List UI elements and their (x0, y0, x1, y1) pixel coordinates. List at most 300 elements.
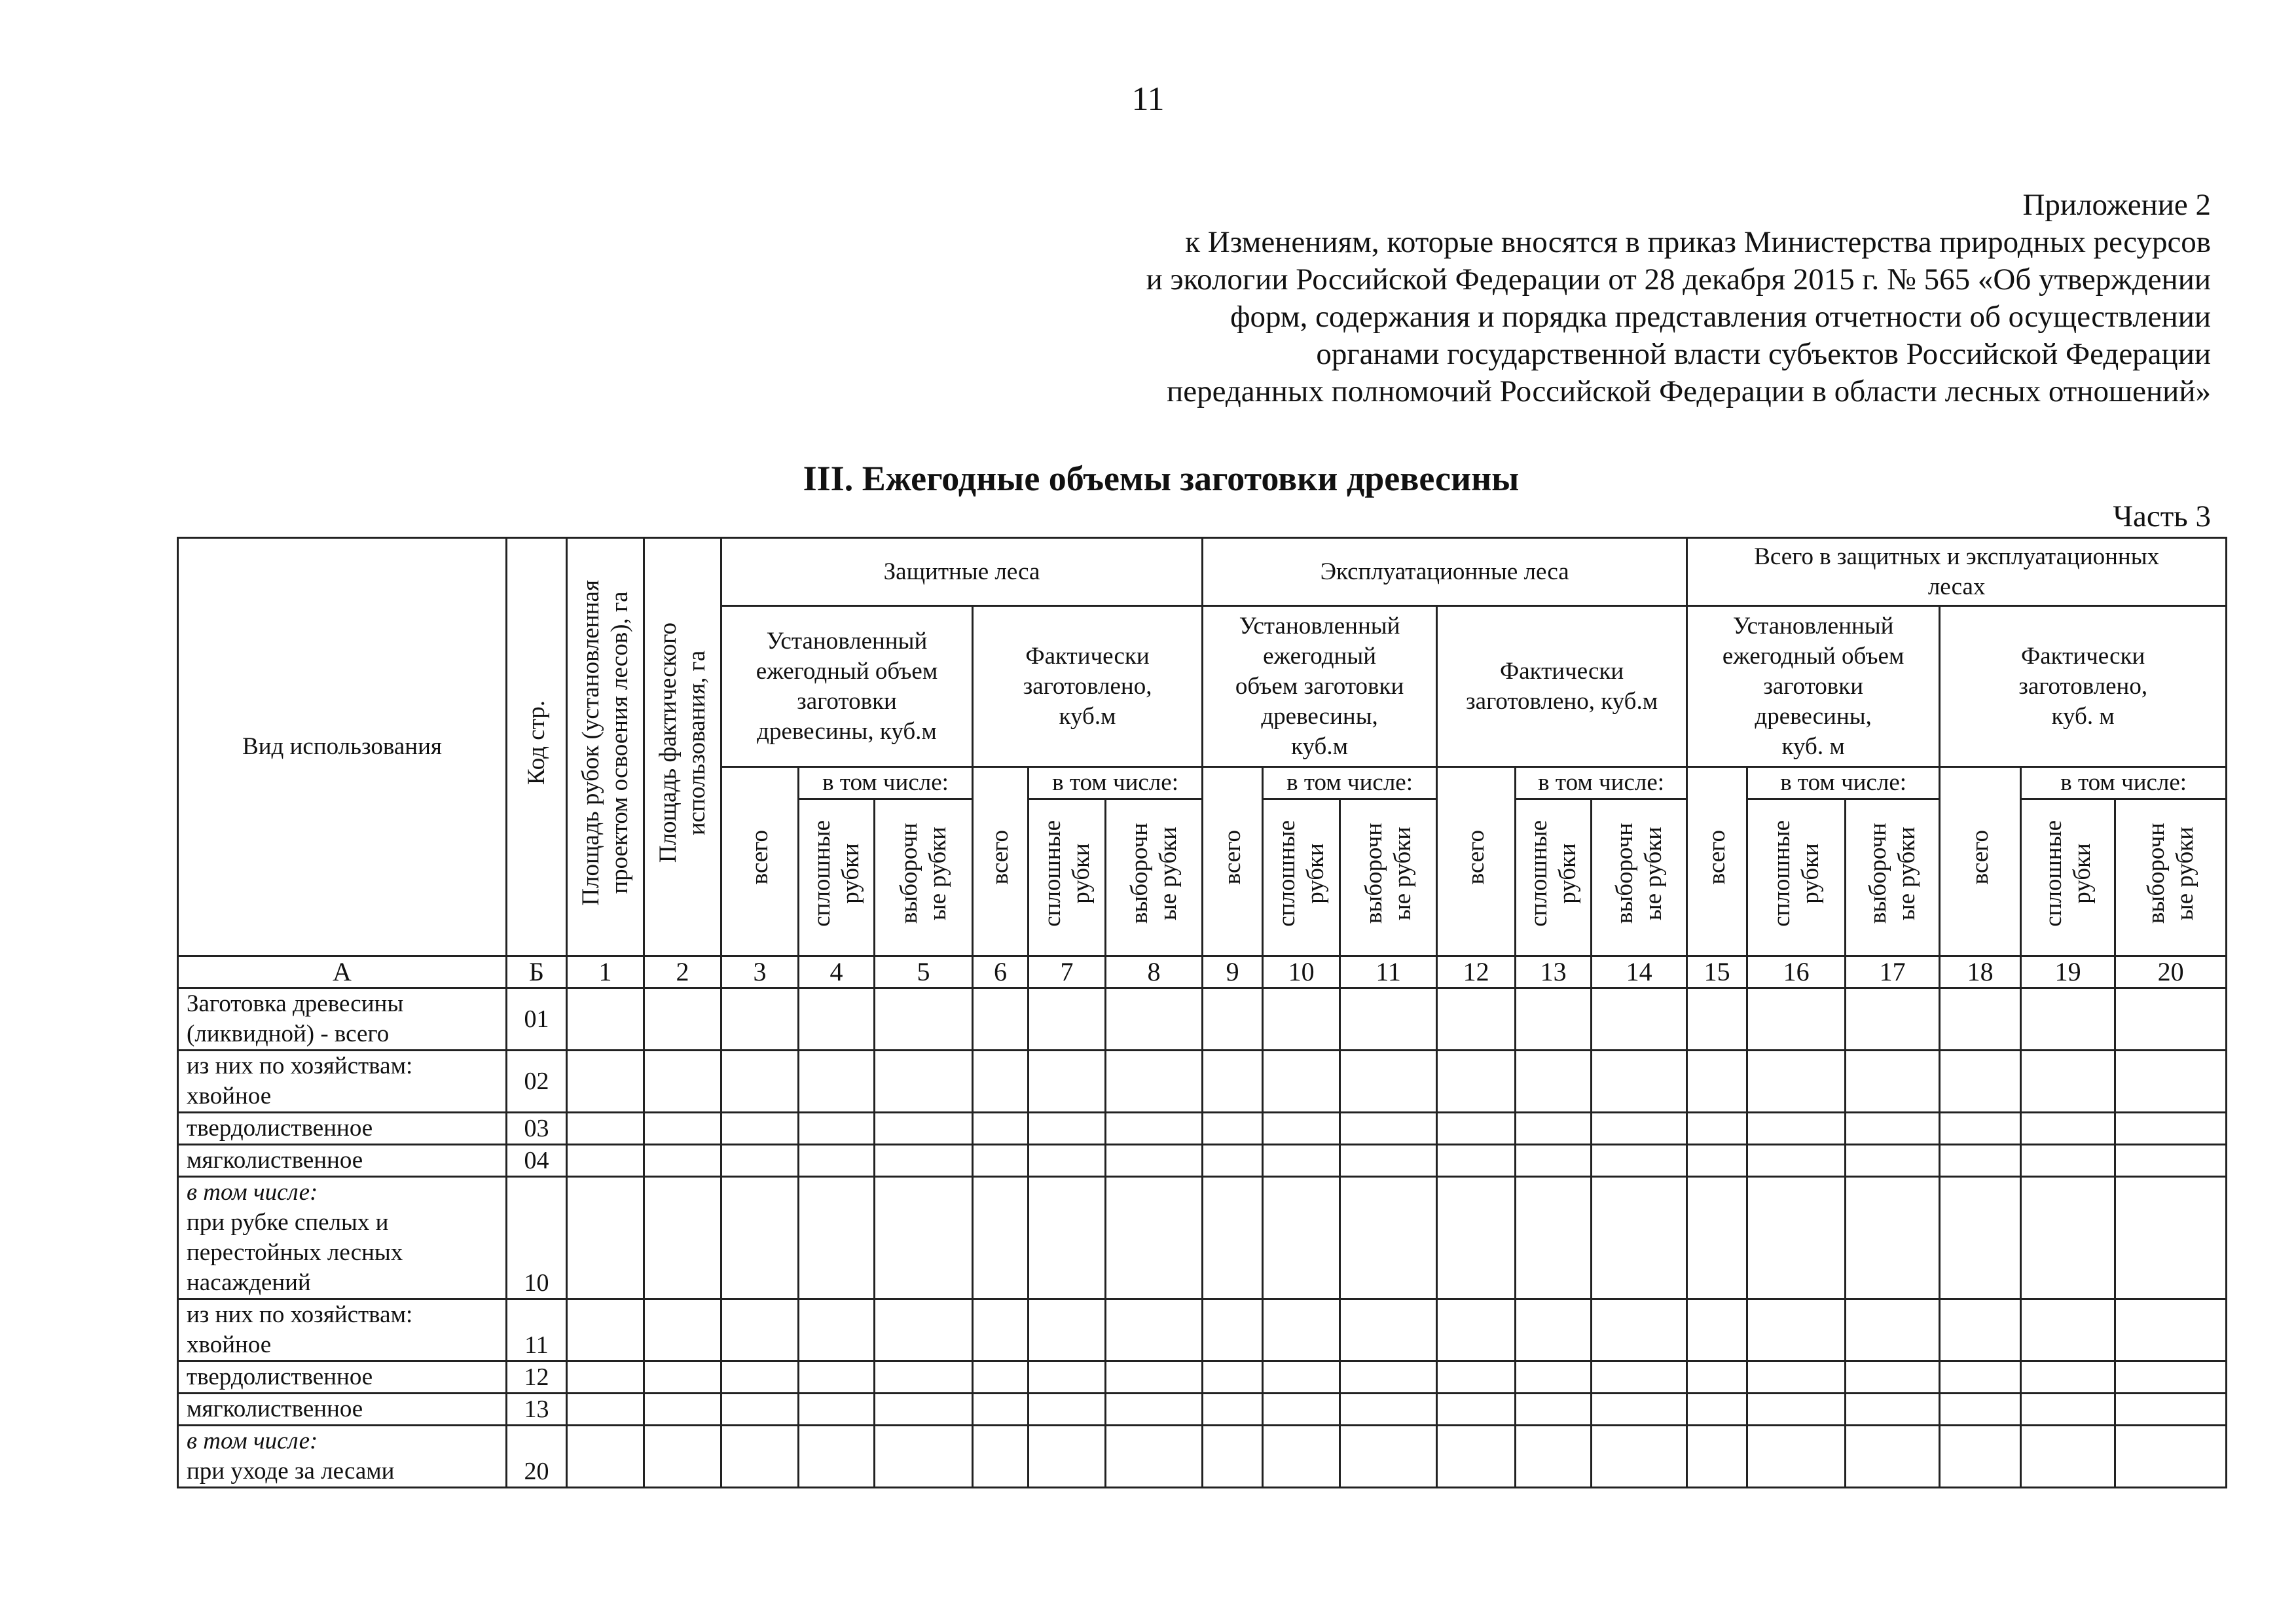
data-cell[interactable] (1687, 1426, 1747, 1488)
data-cell[interactable] (567, 1361, 644, 1394)
data-cell[interactable] (2021, 1426, 2115, 1488)
vertical-header-line: рубки (1796, 843, 1824, 904)
data-cell[interactable] (1263, 1361, 1340, 1394)
data-cell[interactable] (1106, 1051, 1203, 1113)
data-cell[interactable] (973, 1051, 1029, 1113)
row-label-line: твердолиственное (187, 1115, 373, 1142)
column-index-cell: 11 (1340, 956, 1437, 988)
header-line: заготовлено, куб.м (1466, 687, 1658, 715)
vertical-header-line: ые рубки (1389, 826, 1416, 921)
data-cell[interactable] (1437, 1394, 1516, 1426)
data-cell[interactable] (1106, 1426, 1203, 1488)
data-cell[interactable] (721, 1394, 799, 1426)
data-cell[interactable] (2115, 1299, 2227, 1361)
row-label (178, 988, 507, 1051)
row-label-line: (ликвидной) - всего (187, 1020, 390, 1047)
subgroup-protective-plan (721, 606, 973, 767)
data-cell[interactable] (799, 1299, 875, 1361)
data-cell[interactable] (2021, 1051, 2115, 1113)
data-cell[interactable] (567, 1145, 644, 1177)
data-cell[interactable] (1106, 1394, 1203, 1426)
data-cell[interactable] (567, 1394, 644, 1426)
data-cell[interactable] (2115, 1113, 2227, 1145)
data-cell[interactable] (1106, 1361, 1203, 1394)
data-cell[interactable] (1846, 1051, 1940, 1113)
data-cell[interactable] (1846, 1113, 1940, 1145)
data-cell[interactable] (1846, 1145, 1940, 1177)
data-cell[interactable] (1340, 1394, 1437, 1426)
vertical-header-line: рубки (837, 843, 864, 904)
header-line: ежегодный объем (756, 657, 938, 685)
header-sploshnye (1516, 799, 1592, 956)
data-cell[interactable] (875, 988, 973, 1051)
data-cell[interactable] (721, 1299, 799, 1361)
column-index-cell: 8 (1106, 956, 1203, 988)
data-cell[interactable] (1592, 1361, 1687, 1394)
data-cell[interactable] (799, 1145, 875, 1177)
vertical-header-line: сплошные (1768, 820, 1795, 927)
column-index-cell: 10 (1263, 956, 1340, 988)
group-exploitation: Эксплуатационные леса (1203, 538, 1687, 606)
data-cell[interactable] (875, 1426, 973, 1488)
row-label-line: мягколиственное (187, 1147, 363, 1174)
data-cell[interactable] (1747, 1426, 1846, 1488)
header-line: древесины, (1755, 702, 1872, 730)
data-cell[interactable] (567, 1426, 644, 1488)
data-cell[interactable] (1437, 1299, 1516, 1361)
data-cell[interactable] (567, 1113, 644, 1145)
data-cell[interactable] (721, 1051, 799, 1113)
data-cell[interactable] (1106, 1145, 1203, 1177)
data-cell[interactable] (973, 1426, 1029, 1488)
header-line: Установленный (1732, 612, 1894, 640)
appendix-header (1146, 187, 2211, 410)
data-cell[interactable] (567, 1299, 644, 1361)
data-cell[interactable] (1437, 1177, 1516, 1299)
data-cell[interactable] (721, 1145, 799, 1177)
header-in-that-number: в том числе: (799, 767, 973, 799)
data-cell[interactable] (1516, 1394, 1592, 1426)
data-cell[interactable] (1747, 1177, 1846, 1299)
column-index-cell: 19 (2021, 956, 2115, 988)
data-cell[interactable] (2021, 1145, 2115, 1177)
header-area-fact (644, 538, 721, 956)
data-cell[interactable] (1747, 988, 1846, 1051)
data-cell[interactable] (1687, 1394, 1747, 1426)
data-cell[interactable] (1687, 1299, 1747, 1361)
table-row (178, 1145, 2227, 1177)
data-cell[interactable] (973, 988, 1029, 1051)
data-cell[interactable] (1437, 1051, 1516, 1113)
data-cell[interactable] (1516, 1361, 1592, 1394)
header-line: органами государственной власти субъектов Российской Федерации (1316, 337, 2211, 371)
data-cell[interactable] (1846, 1394, 1940, 1426)
data-cell[interactable] (721, 1177, 799, 1299)
data-cell[interactable] (1592, 1145, 1687, 1177)
data-cell[interactable] (1203, 1177, 1263, 1299)
data-cell[interactable] (1263, 1145, 1340, 1177)
data-cell[interactable] (1940, 1177, 2021, 1299)
data-cell[interactable] (1516, 1426, 1592, 1488)
data-cell[interactable] (644, 988, 721, 1051)
data-cell[interactable] (1203, 1361, 1263, 1394)
data-cell[interactable] (1203, 1113, 1263, 1145)
header-sploshnye (799, 799, 875, 956)
data-cell[interactable] (1687, 1145, 1747, 1177)
header-vyborochnye (1846, 799, 1940, 956)
header-line: куб.м (1059, 702, 1116, 730)
data-cell[interactable] (1516, 1145, 1592, 1177)
row-code: 02 (507, 1051, 567, 1113)
row-label-line: перестойных лесных (187, 1239, 403, 1266)
data-cell[interactable] (799, 1394, 875, 1426)
vertical-header-line: рубки (2068, 843, 2096, 904)
row-label (178, 1426, 507, 1488)
data-cell[interactable] (875, 1177, 973, 1299)
data-cell[interactable] (1203, 1299, 1263, 1361)
data-cell[interactable] (973, 1113, 1029, 1145)
part-label: Часть 3 (2113, 499, 2211, 533)
data-cell[interactable] (1592, 1051, 1687, 1113)
row-label-line: из них по хозяйствам: (187, 1301, 413, 1328)
data-cell[interactable] (1592, 1113, 1687, 1145)
data-cell[interactable] (1940, 1426, 2021, 1488)
data-cell[interactable] (1516, 1299, 1592, 1361)
data-cell[interactable] (644, 1177, 721, 1299)
header-line: к Изменениям, которые вносятся в приказ Министерства природных ресурсов (1185, 225, 2211, 259)
data-cell[interactable] (1106, 1299, 1203, 1361)
data-cell[interactable] (1437, 1113, 1516, 1145)
data-cell[interactable] (1846, 1177, 1940, 1299)
data-cell[interactable] (1940, 1394, 2021, 1426)
data-cell[interactable] (644, 1394, 721, 1426)
table-row (178, 1394, 2227, 1426)
data-cell[interactable] (973, 1394, 1029, 1426)
data-cell[interactable] (1516, 988, 1592, 1051)
data-cell[interactable] (2021, 1299, 2115, 1361)
column-index-cell: 17 (1846, 956, 1940, 988)
data-cell[interactable] (1592, 1394, 1687, 1426)
header-vyborochnye (2115, 799, 2227, 956)
data-cell[interactable] (1687, 1177, 1747, 1299)
data-cell[interactable] (1747, 1051, 1846, 1113)
column-index-cell: 15 (1687, 956, 1747, 988)
data-cell[interactable] (721, 1361, 799, 1394)
column-index-cell: 5 (875, 956, 973, 988)
data-cell[interactable] (644, 1051, 721, 1113)
data-cell[interactable] (973, 1361, 1029, 1394)
column-index-cell: 13 (1516, 956, 1592, 988)
row-label-italic: в том числе: (187, 1179, 318, 1206)
column-index-cell: 20 (2115, 956, 2227, 988)
header-area-plan (567, 538, 644, 956)
row-label (178, 1177, 507, 1299)
data-cell[interactable] (1340, 1177, 1437, 1299)
row-code: 10 (507, 1177, 567, 1299)
header-sploshnye (1029, 799, 1106, 956)
data-cell[interactable] (1747, 1145, 1846, 1177)
vertical-header-line: использования, га (683, 650, 710, 836)
data-cell[interactable] (1940, 1113, 2021, 1145)
row-label (178, 1299, 507, 1361)
data-cell[interactable] (644, 1361, 721, 1394)
data-cell[interactable] (799, 1051, 875, 1113)
data-cell[interactable] (2115, 1361, 2227, 1394)
data-cell[interactable] (1263, 1051, 1340, 1113)
vertical-header-line: сплошные (1525, 820, 1552, 927)
data-cell[interactable] (644, 1426, 721, 1488)
column-index-row (178, 956, 2227, 988)
data-cell[interactable] (799, 1426, 875, 1488)
data-cell[interactable] (1437, 988, 1516, 1051)
vertical-header-line: Площадь фактического (654, 622, 682, 863)
data-cell[interactable] (1940, 1051, 2021, 1113)
header-line: заготовлено, (2018, 672, 2148, 700)
header-vid: Вид использования (178, 538, 507, 956)
data-cell[interactable] (1687, 988, 1747, 1051)
data-cell[interactable] (567, 1051, 644, 1113)
data-cell[interactable] (1340, 1145, 1437, 1177)
data-cell[interactable] (1747, 1361, 1846, 1394)
header-line: объем заготовки (1235, 672, 1404, 700)
data-cell[interactable] (1592, 1299, 1687, 1361)
row-label-line: хвойное (187, 1331, 272, 1358)
data-cell[interactable] (2021, 1113, 2115, 1145)
header-line: Установленный (766, 627, 928, 655)
data-cell[interactable] (1437, 1361, 1516, 1394)
row-label-italic: в том числе: (187, 1428, 318, 1454)
data-cell[interactable] (1029, 988, 1106, 1051)
header-vsego: всего (1940, 767, 2021, 956)
header-sploshnye (1263, 799, 1340, 956)
header-line: заготовки (797, 687, 897, 715)
data-cell[interactable] (1106, 1177, 1203, 1299)
vertical-header-line: сплошные (1038, 820, 1066, 927)
header-line: переданных полномочий Российской Федерации в области лесных отношений» (1167, 374, 2211, 408)
data-cell[interactable] (567, 1177, 644, 1299)
header-line: форм, содержания и порядка представления отчетности об осуществлении (1230, 300, 2211, 334)
data-cell[interactable] (973, 1177, 1029, 1299)
data-cell[interactable] (644, 1299, 721, 1361)
data-cell[interactable] (2115, 1177, 2227, 1299)
row-label-line: мягколиственное (187, 1396, 363, 1422)
data-cell[interactable] (1846, 1361, 1940, 1394)
data-cell[interactable] (721, 988, 799, 1051)
data-cell[interactable] (1592, 1426, 1687, 1488)
row-code: 12 (507, 1361, 567, 1394)
data-cell[interactable] (1029, 1394, 1106, 1426)
subgroup-total-fact (1940, 606, 2227, 767)
data-cell[interactable] (875, 1361, 973, 1394)
header-vsego: всего (1437, 767, 1516, 956)
data-cell[interactable] (644, 1113, 721, 1145)
header-code: Код стр. (507, 538, 567, 956)
data-cell[interactable] (875, 1394, 973, 1426)
data-cell[interactable] (1940, 988, 2021, 1051)
vertical-header-line: ые рубки (1154, 826, 1182, 921)
data-cell[interactable] (1340, 1426, 1437, 1488)
data-cell[interactable] (1203, 1426, 1263, 1488)
data-cell[interactable] (1029, 1299, 1106, 1361)
data-cell[interactable] (1263, 988, 1340, 1051)
data-cell[interactable] (1029, 1145, 1106, 1177)
data-cell[interactable] (1263, 1299, 1340, 1361)
data-cell[interactable] (1029, 1361, 1106, 1394)
column-index-cell: 18 (1940, 956, 2021, 988)
data-cell[interactable] (1846, 1426, 1940, 1488)
data-cell[interactable] (799, 1361, 875, 1394)
column-index-cell: 12 (1437, 956, 1516, 988)
data-cell[interactable] (2115, 1145, 2227, 1177)
data-cell[interactable] (721, 1113, 799, 1145)
data-cell[interactable] (1203, 988, 1263, 1051)
data-cell[interactable] (1340, 988, 1437, 1051)
column-index-cell: 3 (721, 956, 799, 988)
row-code: 13 (507, 1394, 567, 1426)
data-cell[interactable] (1516, 1051, 1592, 1113)
header-line: Установленный (1239, 612, 1400, 640)
data-cell[interactable] (1263, 1426, 1340, 1488)
data-cell[interactable] (1106, 1113, 1203, 1145)
data-cell[interactable] (1340, 1299, 1437, 1361)
data-cell[interactable] (799, 988, 875, 1051)
data-cell[interactable] (1846, 1299, 1940, 1361)
data-cell[interactable] (2115, 1051, 2227, 1113)
data-cell[interactable] (2115, 1394, 2227, 1426)
data-cell[interactable] (1203, 1394, 1263, 1426)
header-line: ежегодный (1263, 642, 1377, 670)
column-index-cell: А (178, 956, 507, 988)
data-cell[interactable] (2115, 1426, 2227, 1488)
vertical-header-line: ые рубки (924, 826, 951, 921)
data-cell[interactable] (1940, 1145, 2021, 1177)
data-cell[interactable] (1592, 1177, 1687, 1299)
row-code: 11 (507, 1299, 567, 1361)
data-cell[interactable] (567, 988, 644, 1051)
header-vsego: всего (973, 767, 1029, 956)
header-line: куб. м (1781, 732, 1845, 760)
data-cell[interactable] (2021, 988, 2115, 1051)
header-vsego: всего (721, 767, 799, 956)
vertical-header-line: сплошные (1273, 820, 1300, 927)
column-index-cell: 9 (1203, 956, 1263, 988)
subgroup-exploitation-plan (1203, 606, 1437, 767)
data-cell[interactable] (1687, 1113, 1747, 1145)
header-line: лесах (1927, 573, 1986, 600)
header-in-that-number: в том числе: (2021, 767, 2227, 799)
row-label-line: хвойное (187, 1083, 272, 1109)
vertical-header-line: сплошные (2039, 820, 2067, 927)
data-cell[interactable] (1340, 1113, 1437, 1145)
data-cell[interactable] (1747, 1299, 1846, 1361)
row-label-line: из них по хозяйствам: (187, 1053, 413, 1079)
header-line: Фактически (1499, 657, 1624, 685)
data-cell[interactable] (973, 1145, 1029, 1177)
data-cell[interactable] (1029, 1113, 1106, 1145)
data-cell[interactable] (1747, 1113, 1846, 1145)
row-label (178, 1051, 507, 1113)
data-cell[interactable] (1592, 988, 1687, 1051)
data-cell[interactable] (1263, 1177, 1340, 1299)
data-cell[interactable] (973, 1299, 1029, 1361)
data-cell[interactable] (1846, 988, 1940, 1051)
header-in-that-number: в том числе: (1747, 767, 1940, 799)
data-cell[interactable] (1106, 988, 1203, 1051)
data-cell[interactable] (875, 1113, 973, 1145)
column-index-cell: 16 (1747, 956, 1846, 988)
data-cell[interactable] (1516, 1177, 1592, 1299)
data-cell[interactable] (1029, 1177, 1106, 1299)
data-cell[interactable] (875, 1145, 973, 1177)
data-cell[interactable] (1203, 1051, 1263, 1113)
page-number: 11 (1131, 81, 1165, 118)
header-in-that-number: в том числе: (1263, 767, 1437, 799)
header-line: древесины, (1261, 702, 1378, 730)
column-index-cell: 6 (973, 956, 1029, 988)
data-cell[interactable] (1437, 1145, 1516, 1177)
data-cell[interactable] (1437, 1426, 1516, 1488)
data-cell[interactable] (1203, 1145, 1263, 1177)
row-label-line: Заготовка древесины (187, 990, 404, 1017)
data-cell[interactable] (1687, 1361, 1747, 1394)
data-cell[interactable] (1940, 1361, 2021, 1394)
vertical-header-line: сплошные (808, 820, 835, 927)
data-cell[interactable] (1940, 1299, 2021, 1361)
data-cell[interactable] (2021, 1177, 2115, 1299)
vertical-header-line: выборочн (1611, 823, 1638, 924)
section-title: III. Ежегодные объемы заготовки древесины (803, 459, 1520, 498)
data-cell[interactable] (2021, 1394, 2115, 1426)
data-cell[interactable] (1340, 1051, 1437, 1113)
data-cell[interactable] (644, 1145, 721, 1177)
data-cell[interactable] (875, 1051, 973, 1113)
subgroup-exploitation-fact (1437, 606, 1687, 767)
data-cell[interactable] (1687, 1051, 1747, 1113)
data-cell[interactable] (2021, 1361, 2115, 1394)
vertical-header-line: выборочн (895, 823, 922, 924)
row-label-line: насаждений (187, 1269, 311, 1296)
row-label (178, 1145, 507, 1177)
data-cell[interactable] (799, 1177, 875, 1299)
vertical-header-line: ые рубки (2171, 826, 2198, 921)
subgroup-protective-fact (973, 606, 1203, 767)
data-cell[interactable] (1263, 1113, 1340, 1145)
column-index-cell: 1 (567, 956, 644, 988)
header-sploshnye (2021, 799, 2115, 956)
data-cell[interactable] (721, 1426, 799, 1488)
column-index-cell: 4 (799, 956, 875, 988)
subgroup-total-plan (1687, 606, 1940, 767)
row-label-line: твердолиственное (187, 1363, 373, 1390)
header-line: Всего в защитных и эксплуатационных (1754, 543, 2160, 570)
column-index-cell: 2 (644, 956, 721, 988)
data-cell[interactable] (875, 1299, 973, 1361)
table-row (178, 1113, 2227, 1145)
data-cell[interactable] (2115, 988, 2227, 1051)
data-cell[interactable] (1516, 1113, 1592, 1145)
row-code: 01 (507, 988, 567, 1051)
data-cell[interactable] (799, 1113, 875, 1145)
data-cell[interactable] (1029, 1426, 1106, 1488)
header-vyborochnye (1592, 799, 1687, 956)
data-cell[interactable] (1747, 1394, 1846, 1426)
table-row (178, 1051, 2227, 1113)
data-cell[interactable] (1263, 1394, 1340, 1426)
data-cell[interactable] (1340, 1361, 1437, 1394)
header-sploshnye (1747, 799, 1846, 956)
data-cell[interactable] (1029, 1051, 1106, 1113)
group-protective: Защитные леса (721, 538, 1203, 606)
